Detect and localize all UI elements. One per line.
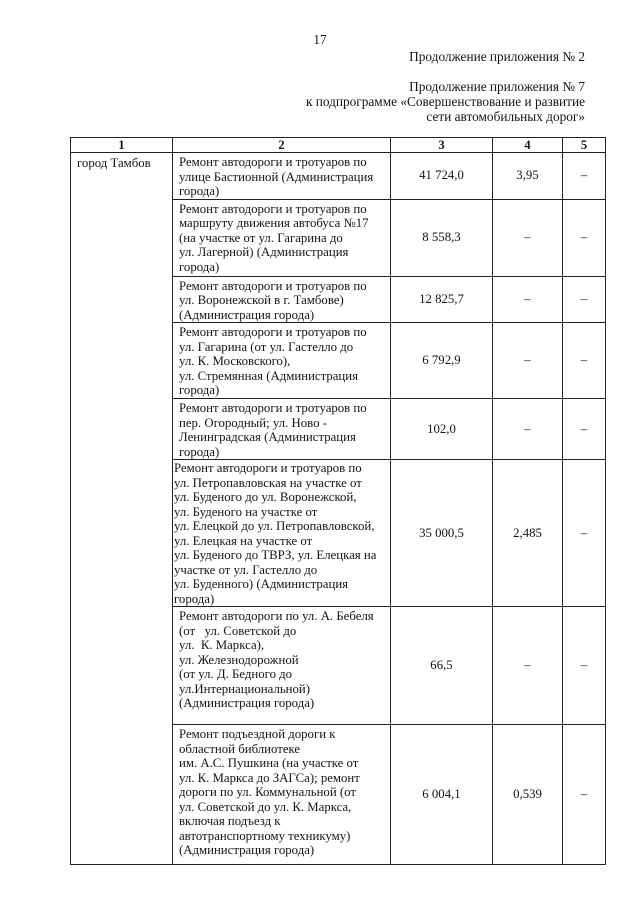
- column-4-cell: 0,539: [493, 725, 563, 865]
- column-4-cell: –: [493, 323, 563, 399]
- work-description: Ремонт подъездной дороги к областной библиотеке им. А.С. Пушкина (на участке от ул. К. Маркса до ЗАГСа); ремонт дороги по ул. Коммунальной (от ул. Советской до ул. К. Маркса, включая подъезд к автотранспортному техникуму) (Администрация города): [173, 725, 391, 865]
- column-4-cell: –: [493, 399, 563, 460]
- column-5-cell: –: [563, 399, 606, 460]
- column-header-5: 5: [563, 138, 606, 153]
- table-header-row: [71, 138, 606, 153]
- amount-cell: 41 724,0: [391, 153, 493, 200]
- work-description: Ремонт автодороги и тротуаров по ул. Гагарина (от ул. Гастелло до ул. К. Московского), ул. Стремянная (Администрация города): [173, 323, 391, 399]
- column-4-cell: –: [493, 607, 563, 725]
- work-description: Ремонт автодороги и тротуаров по ул. Воронежской в г. Тамбове) (Администрация города): [173, 276, 391, 323]
- appendix-7-continuation: Продолжение приложения № 7: [409, 79, 585, 94]
- amount-cell: 66,5: [391, 607, 493, 725]
- column-4-cell: 2,485: [493, 460, 563, 607]
- table-row: [71, 153, 606, 200]
- work-description: Ремонт автодороги по ул. А. Бебеля (от ул. Советской до ул. К. Маркса), ул. Железнодорожной (от ул. Д. Бедного до ул.Интернациональной) (Администрация города): [173, 607, 391, 725]
- roads-table: [70, 137, 606, 865]
- column-header-3: 3: [391, 138, 493, 153]
- column-5-cell: –: [563, 276, 606, 323]
- column-5-cell: –: [563, 153, 606, 200]
- city-cell: город Тамбов: [71, 153, 173, 865]
- amount-cell: 8 558,3: [391, 199, 493, 276]
- column-4-cell: –: [493, 199, 563, 276]
- amount-cell: 6 792,9: [391, 323, 493, 399]
- amount-cell: 6 004,1: [391, 725, 493, 865]
- amount-cell: 12 825,7: [391, 276, 493, 323]
- subprogram-title-line-1: к подпрограмме «Совершенствование и развитие: [305, 94, 585, 109]
- work-description: Ремонт автодороги и тротуаров по пер. Огородный; ул. Ново - Ленинградская (Администрация города): [173, 399, 391, 460]
- page-number: 17: [313, 32, 327, 47]
- column-header-2: 2: [173, 138, 391, 153]
- column-header-4: 4: [493, 138, 563, 153]
- amount-cell: 102,0: [391, 399, 493, 460]
- column-5-cell: –: [563, 199, 606, 276]
- work-description: Ремонт автодороги и тротуаров по улице Бастионной (Администрация города): [173, 153, 391, 200]
- work-description: Ремонт автодороги и тротуаров по ул. Петропавловская на участке от ул. Буденого до ул. Воронежской, ул. Буденого на участке от ул. Елецкой до ул. Петропавловской, ул. Елецкая на участке от ул. Буденого до ТВРЗ, ул. Елецкая на участке от ул. Гастелло до ул. Буденного) (Администрация города): [173, 460, 391, 607]
- column-4-cell: 3,95: [493, 153, 563, 200]
- column-5-cell: –: [563, 725, 606, 865]
- column-5-cell: –: [563, 607, 606, 725]
- amount-cell: 35 000,5: [391, 460, 493, 607]
- subprogram-title-line-2: сети автомобильных дорог»: [426, 109, 585, 124]
- appendix-2-continuation: Продолжение приложения № 2: [409, 49, 585, 64]
- work-description: Ремонт автодороги и тротуаров по маршруту движения автобуса №17 (на участке от ул. Гагарина до ул. Лагерной) (Администрация города): [173, 199, 391, 276]
- column-5-cell: –: [563, 323, 606, 399]
- column-header-1: 1: [71, 138, 173, 153]
- column-5-cell: –: [563, 460, 606, 607]
- column-4-cell: –: [493, 276, 563, 323]
